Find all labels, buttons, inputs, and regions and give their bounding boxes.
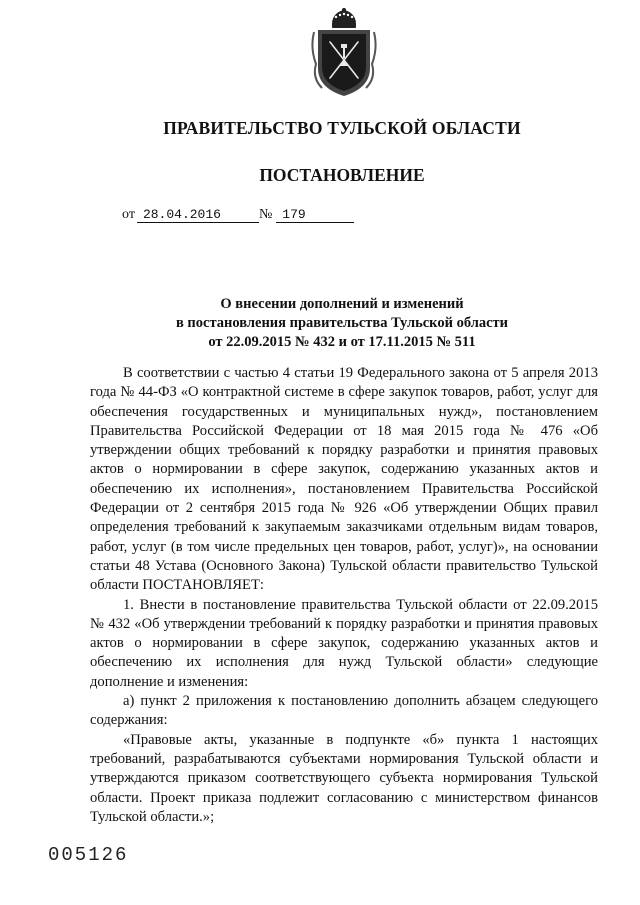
date-number-line	[122, 207, 354, 223]
subject-line: в постановления правительства Тульской области	[175, 315, 509, 331]
page-stamp-number: 005126	[48, 844, 129, 866]
subject-line: от 22.09.2015 № 432 и от 17.11.2015 № 511	[208, 334, 476, 350]
body-paragraph: а) пункт 2 приложения к постановлению дополнить абзацем следующего содержания:	[90, 693, 598, 729]
subject-line: О внесении дополнений и изменений	[220, 296, 464, 312]
date-label: от	[122, 207, 135, 222]
body-paragraph: «Правовые акты, указанные в подпункте «б» пункта 1 настоящих требований, разрабатываются субъектами нормирования Тульской области и утверждаются приказом соответствующего субъекта нормирования Тульской области. Проект приказа подлежит согласованию с министерством финансов Тульской области.»;	[90, 731, 598, 825]
document-body	[90, 364, 598, 827]
body-paragraph: 1. Внести в постановление правительства Тульской области от 22.09.2015 № 432 «Об утверждении требований к порядку разработки и принятия правовых актов о нормировании в сфере закупок, содержанию указанных актов и обеспечению их исполнения для нужд Тульской области» следующие дополнение и изменения:	[90, 596, 598, 690]
number-value: 179	[276, 207, 354, 223]
number-label: №	[258, 207, 273, 222]
body-paragraph: В соответствии с частью 4 статьи 19 Федерального закона от 5 апреля 2013 года № 44-ФЗ «О контрактной системе в сфере закупок товаров, работ, услуг для обеспечения государственных и муниципальных нужд», постановлением Правительства Российской Федерации от 18 мая 2015 года № 476 «Об утверждении общих требований к порядку разработки и принятия правовых актов о нормировании в сфере закупок, содержанию указанных актов и обеспечению их исполнения», постановлением Правительства Российской Федерации от 2 сентября 2015 года № 926 «Об утверждении Общих правил определения требований к закупаемым заказчиками отдельным видам товаров, работ, услуг (в том числе предельных цен товаров, работ, услуг)», на основании статьи 48 Устава (Основного Закона) Тульской области правительство Тульской области ПОСТАНОВЛЯЕТ:	[90, 365, 598, 594]
date-value: 28.04.2016	[137, 207, 259, 223]
document-subject	[0, 295, 640, 352]
document-type: ПОСТАНОВЛЕНИЕ	[259, 165, 425, 185]
coat-of-arms-icon	[310, 8, 378, 98]
government-title: ПРАВИТЕЛЬСТВО ТУЛЬСКОЙ ОБЛАСТИ	[163, 118, 521, 138]
